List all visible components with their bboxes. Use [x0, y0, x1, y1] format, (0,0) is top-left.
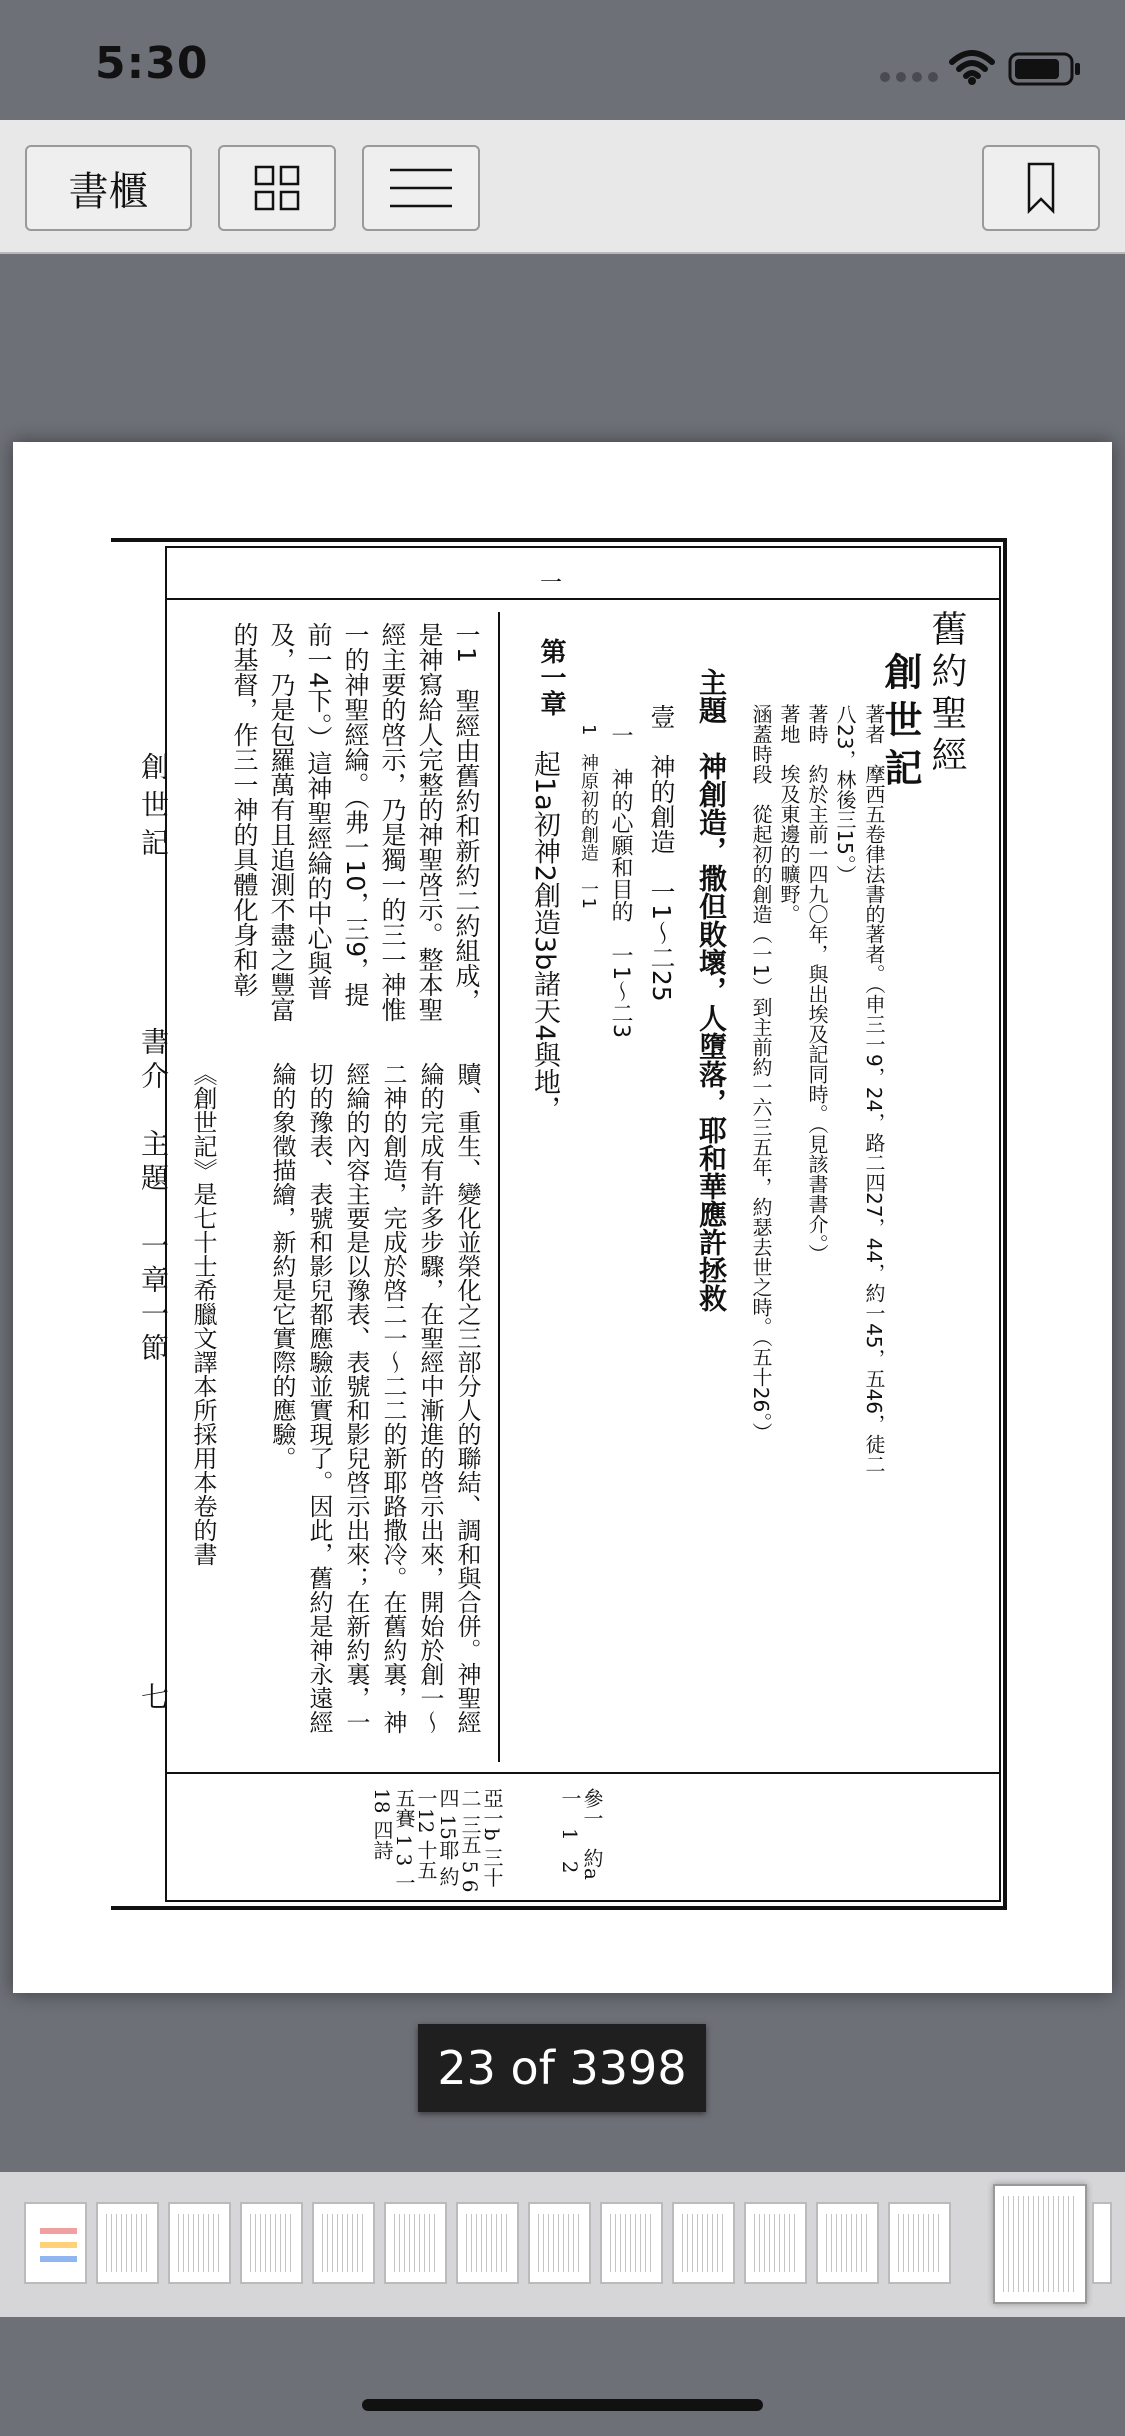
time-written-line: 著時 約於主前一四九〇年，與出埃及記同時。（見該書書介。） [805, 704, 829, 1264]
thumbnail[interactable] [312, 2202, 375, 2284]
home-indicator[interactable] [362, 2399, 763, 2411]
cross-reference-b: 亞一b 三十 二 三五 5 6 四 15耶 約一12 十五 五賽 1 3 一18 四詩 [370, 1788, 504, 1893]
period-covered-line: 涵蓋時段 從起初的創造（一1）到主前約一六三五年，約瑟去世之時。（五十26。） [749, 704, 773, 1443]
section-heading: 壹 神的創造 一1～二25 [647, 704, 676, 1002]
thumbnail[interactable] [600, 2202, 663, 2284]
status-bar [0, 0, 1125, 120]
thumbnail[interactable] [168, 2202, 231, 2284]
signal-icon [880, 68, 942, 82]
bookmark-button[interactable] [982, 145, 1100, 231]
footer-rule [165, 1772, 1001, 1774]
header-rule [165, 598, 1001, 600]
footnote-block-3: 《創世記》是七十士希臘文譯本所採用本卷的書 [189, 1062, 217, 1566]
library-button[interactable]: 書櫃 [25, 145, 192, 231]
thumbnail-strip[interactable] [0, 2172, 1125, 2317]
battery-icon [1008, 52, 1082, 86]
theme-line: 主題 神創造，撒但敗壞，人墮落，耶和華應許拯救 [695, 668, 728, 1312]
side-section-meta: 書介 主題 一章一節 [137, 1027, 170, 1367]
page-counter: 23 of 3398 [418, 2024, 706, 2112]
author-line: 著者 摩西五卷律法書的著者。（申三一9，24，路二四27，44，約一45，五46，徒二八23，林後三15。） [833, 704, 886, 1474]
wifi-icon [948, 48, 996, 86]
thumbnail[interactable] [888, 2202, 951, 2284]
thumbnail[interactable] [240, 2202, 303, 2284]
table-of-contents-button[interactable] [362, 145, 480, 231]
side-book-title: 創世記 [137, 752, 170, 866]
book-page[interactable] [13, 442, 1112, 1993]
subsection-heading: 一 神的心願和目的 一1～二3 [608, 724, 633, 1038]
book-title-line1: 舊約聖經 [926, 610, 967, 778]
side-page-number: 七 [137, 1682, 170, 1710]
sub-item-heading: 1 神原初的創造 一1 [578, 724, 599, 909]
place-written-line: 著地 埃及東邊的曠野。 [777, 704, 801, 924]
book-title-line2: 創世記 [878, 652, 922, 796]
thumbnail[interactable] [528, 2202, 591, 2284]
grid-icon [254, 165, 300, 211]
thumbnail[interactable] [456, 2202, 519, 2284]
chapter-heading: 第一章 [536, 638, 566, 716]
grid-view-button[interactable] [218, 145, 336, 231]
thumbnail[interactable] [96, 2202, 159, 2284]
footnote-block-1: 一1 聖經由舊約和新約二約組成，是神寫給人完整的神聖啓示。整本聖經主要的啓示，乃是獨一的三一神惟一的神聖經綸。（弗一10，三9，提前一4下。）這神聖經綸的中心與普及，乃是包羅萬有且追測不盡之豐富的基督，作三一神的具體化身和彰 [230, 622, 481, 1022]
thumbnail[interactable] [1092, 2202, 1112, 2284]
thumbnail[interactable] [672, 2202, 735, 2284]
running-page-number: 一 [540, 571, 563, 596]
thumbnail[interactable] [384, 2202, 447, 2284]
column-divider [498, 612, 500, 1762]
thumbnail[interactable] [24, 2202, 87, 2284]
cross-reference-a: 參一 約a 一 1 2 [558, 1788, 604, 1900]
footnote-block-2: 贖、重生、變化並榮化之三部分人的聯結、調和與合併。神聖經綸的完成有許多步驟，在聖經中漸進的啓示出來，開始於創一～二神的創造，完成於啓二一～二二的新耶路撒冷。在舊約裏，神經綸的內容主要是以豫表、表號和影兒啓示出來；在新約裏，一切的豫表、表號和影兒都應驗並實現了。因此，舊約是神永遠經綸的象徵描繪，新約是它實際的應驗。 [268, 1062, 481, 1734]
verse-text: 起1a初神2創造3b諸天4與地， [529, 750, 560, 1123]
thumbnail-current[interactable] [993, 2184, 1087, 2304]
status-time: 5:30 [95, 38, 209, 89]
thumbnail[interactable] [816, 2202, 879, 2284]
toolbar [0, 120, 1125, 254]
list-icon [388, 165, 454, 211]
thumbnail[interactable] [744, 2202, 807, 2284]
bookmark-icon [1026, 162, 1056, 214]
